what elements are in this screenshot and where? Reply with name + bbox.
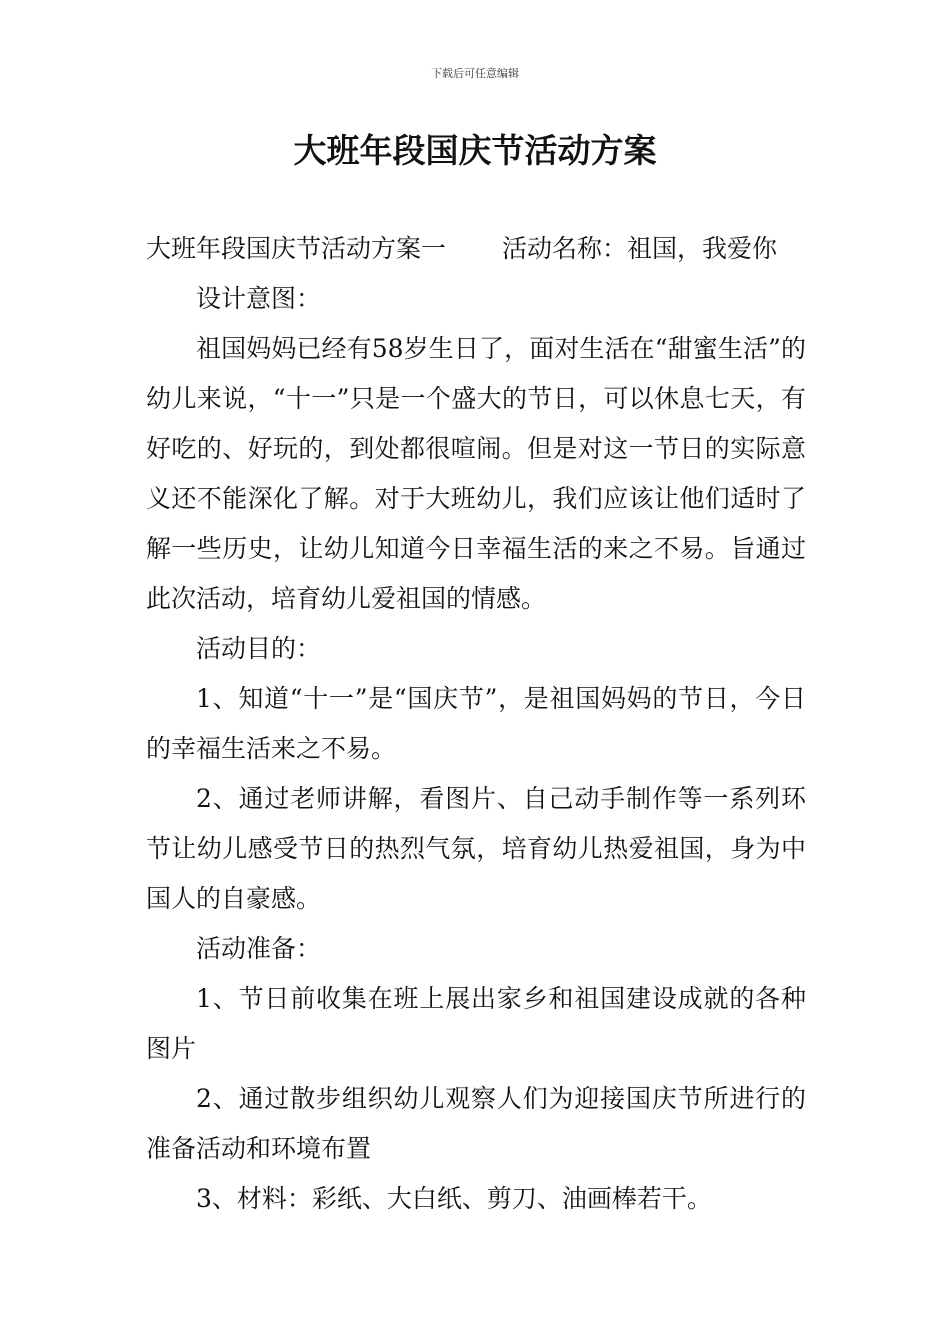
plan-label: 大班年段国庆节活动方案一 <box>146 234 447 263</box>
document-body <box>146 224 806 1224</box>
heading-activity-goals: 活动目的： <box>196 634 322 663</box>
paragraph-design-intent: 祖国妈妈已经有58岁生日了，面对生活在“甜蜜生活”的幼儿来说，“十一”只是一个盛大的节日，可以休息七天，有好吃的、好玩的，到处都很喧闹。但是对这一节日的实际意义还不能深化了解。对于大班幼儿，我们应该让他们适时了解一些历史，让幼儿知道今日幸福生活的来之不易。旨通过此次活动，培育幼儿爱祖国的情感。 <box>146 334 806 613</box>
heading-activity-preparation: 活动准备： <box>196 934 322 963</box>
preparation-item-2: 2、通过散步组织幼儿观察人们为迎接国庆节所进行的准备活动和环境布置 <box>146 1084 806 1163</box>
activity-name: 活动名称：祖国，我爱你 <box>502 234 778 263</box>
intro-line <box>146 224 806 274</box>
preparation-item-3: 3、材料：彩纸、大白纸、剪刀、油画棒若干。 <box>196 1184 712 1213</box>
header-note: 下载后可任意编辑 <box>431 67 519 80</box>
document-title: 大班年段国庆节活动方案 <box>293 131 657 170</box>
goal-item-1: 1、知道“十一”是“国庆节”，是祖国妈妈的节日，今日的幸福生活来之不易。 <box>146 684 806 763</box>
heading-design-intent: 设计意图： <box>196 284 322 313</box>
goal-item-2: 2、通过老师讲解，看图片、自己动手制作等一系列环节让幼儿感受节日的热烈气氛，培育幼儿热爱祖国，身为中国人的自豪感。 <box>146 784 806 913</box>
preparation-item-1: 1、节日前收集在班上展出家乡和祖国建设成就的各种图片 <box>146 984 806 1063</box>
